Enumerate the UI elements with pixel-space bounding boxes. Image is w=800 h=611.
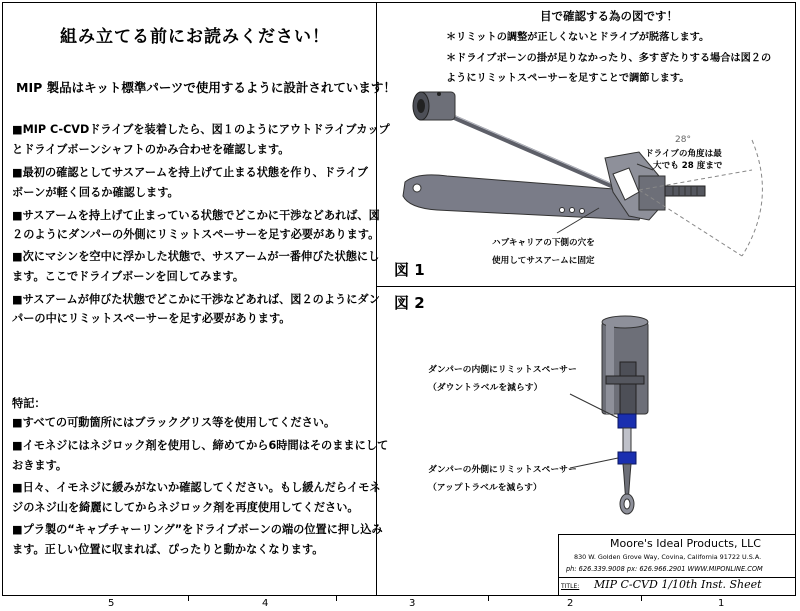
instruction-line: パーの中にリミットスペーサーを足す必要があります。	[12, 312, 291, 325]
company-name: Moore's Ideal Products, LLC	[610, 537, 761, 550]
instruction-line: ■MIP C-CVDドライブを装着したら、図１のようにアウトドライブカップ	[12, 123, 390, 136]
note-line: ます。正しい位置に収まれば、ぴったりと動かなくなります。	[12, 543, 324, 556]
note-line: ■すべての可動箇所にはブラックグリス等を使用してください。	[12, 416, 336, 429]
outer-leader	[570, 458, 618, 468]
instruction-line: ■次にマシンを空中に浮かした状態で、サスアームが一番伸びた状態にし	[12, 250, 380, 263]
ruler-number: 3	[409, 598, 416, 609]
outer-spacer	[618, 452, 636, 464]
angle-note: 大でも 28 度まで	[653, 161, 723, 171]
lead-text: MIP 製品はキット標準パーツで使用するように設計されています！	[16, 80, 396, 95]
shaft	[623, 428, 631, 452]
instruction-line: ■最初の確認としてサスアームを持上げて止まる状態を作り、ドライブ	[12, 166, 368, 179]
title-label: TITLE:	[561, 583, 580, 590]
right-line: ＊リミットの調整が正しくないとドライブが脱落します。	[446, 32, 710, 43]
note-line: ■イモネジにはネジロック剤を使用し、締めてから6時間はそのままにして	[12, 439, 389, 452]
inner-spacer-note: （ダウントラベルを減らす）	[428, 383, 543, 393]
instruction-line: ボーンが軽く回るか確認します。	[12, 186, 179, 199]
note-line: おきます。	[12, 459, 68, 472]
right-line: ようにリミットスペーサーを足すことで調節します。	[446, 73, 690, 84]
note-line: ■プラ製の“キャプチャーリング”をドライブボーンの端の位置に押し込み	[12, 523, 383, 536]
inner-spacer	[618, 414, 636, 428]
outdrive-cup	[413, 92, 455, 120]
sheet-title: MIP C-CVD 1/10th Inst. Sheet	[594, 578, 762, 591]
ruler-number: 4	[262, 598, 269, 609]
ruler-number: 2	[567, 598, 574, 609]
drive-shaft	[437, 110, 617, 188]
instruction-line: ■サスアームが伸びた状態でどこかに干渉などあれば、図２のようにダン	[12, 293, 380, 306]
inner-spacer-note: ダンパーの内側にリミットスペーサー	[428, 365, 577, 375]
right-line: ＊ドライブボーンの掛が足りなかったり、多すぎたりする場合は図２の	[446, 53, 772, 64]
instruction-line: ます。ここでドライブボーンを回してみます。	[12, 270, 245, 283]
instruction-line: ２のようにダンパーの外側にリミットスペーサーを足す必要があります。	[12, 228, 380, 241]
figure-2-drawing	[560, 300, 690, 525]
hub-note: ハブキャリアの下側の穴を	[492, 238, 595, 248]
damper-body	[602, 316, 648, 414]
hub-note: 使用してサスアームに固定	[492, 256, 595, 266]
company-address: 830 W. Golden Grove Way, Covina, California 91722 U.S.A.	[574, 553, 762, 561]
angle-value: 28°	[675, 135, 691, 145]
figure-2-label: 図 2	[394, 294, 425, 312]
ruler-number: 1	[718, 598, 725, 609]
outer-spacer-note: ダンパーの外側にリミットスペーサー	[428, 465, 577, 475]
company-contact: ph: 626.339.9008 px: 626.966.2901 WWW.MIPONLINE.COM	[566, 565, 763, 573]
note-line: ■日々、イモネジに緩みがないか確認してください。もし緩んだらイモネ	[12, 481, 381, 494]
instruction-line: ■サスアームを持上げて止まっている状態でどこかに干渉などあれば、図	[12, 209, 380, 222]
instruction-line: とドライブボーンシャフトのかみ合わせを確認します。	[12, 143, 290, 156]
notes-heading: 特記：	[12, 397, 46, 410]
note-line: ジのネジ山を綺麗にしてからネジロック剤を再度使用してください。	[12, 501, 359, 514]
angle-arc	[742, 140, 762, 256]
divider-horizontal	[376, 286, 796, 287]
ruler-number: 5	[108, 598, 115, 609]
right-heading: 目で確認する為の図です！	[540, 9, 678, 23]
outer-spacer-note: （アップトラベルを減らす）	[428, 483, 542, 493]
page-title: 組み立てる前にお読みください！	[60, 27, 330, 47]
figure-1-label: 図 1	[394, 261, 425, 279]
angle-note: ドライブの角度は最	[645, 149, 722, 159]
